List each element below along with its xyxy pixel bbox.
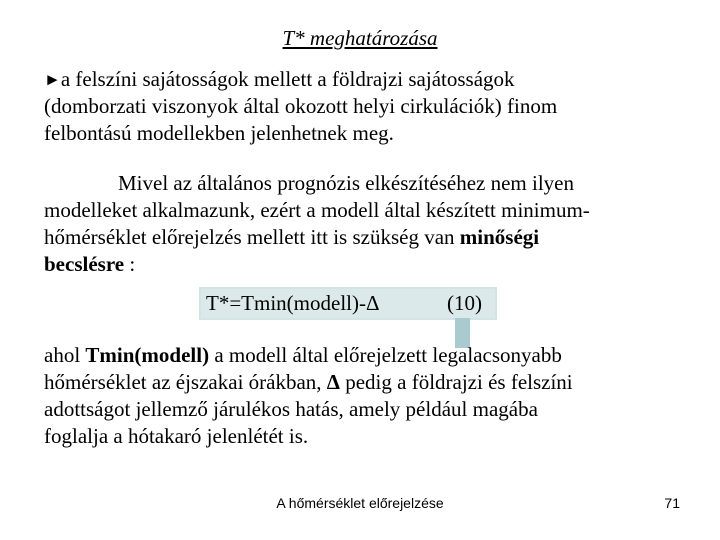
explanation-line-3: [44, 224, 684, 251]
definition-line-1: [44, 342, 684, 369]
definition-line-4: foglalja a hótakaró jelenlétét is.: [44, 424, 309, 448]
explanation-line-3-text: hőmérséklet előrejelzés mellett itt is szükség van: [44, 225, 460, 249]
bullet-line-1: [44, 66, 684, 93]
emphasis-delta: Δ: [326, 370, 340, 394]
definition-line-2-pre: hőmérséklet az éjszakai órákban,: [44, 370, 327, 394]
explanation-line-1: Mivel az általános prognózis elkészítéséhez nem ilyen: [118, 171, 575, 195]
explanation-line-2: modelleket alkalmazunk, ezért a modell által készített minimum-: [44, 198, 590, 222]
slide-title: T* meghatározása: [282, 26, 438, 50]
emphasis-minosegi: minőségi: [459, 225, 540, 249]
definition-paragraph: [44, 342, 684, 450]
emphasis-becslesre: becslésre: [44, 252, 125, 276]
formula-number: (10): [447, 291, 482, 315]
bullet-line-2: (domborzati viszonyok által okozott helyi cirkulációk) finom: [44, 94, 558, 118]
definition-line-2: [44, 369, 684, 396]
bullet-paragraph: [44, 66, 684, 147]
bullet-arrow-icon: ►: [44, 70, 61, 89]
footer-title: A hőmérséklet előrejelzése: [276, 495, 444, 511]
bullet-line-1-text: a felszíni sajátosságok mellett a földrajzi sajátosságok: [60, 67, 515, 91]
definition-line-1-pre: ahol: [44, 343, 86, 367]
definition-line-1-post: a modell által előrejelzett legalacsonyabb: [209, 343, 562, 367]
definition-line-3: adottságot jellemző járulékos hatás, amely például magába: [44, 397, 538, 421]
explanation-line-4-text: :: [124, 252, 136, 276]
explanation-paragraph: [44, 170, 684, 278]
formula-expression: T*=Tmin(modell)-Δ: [206, 291, 380, 315]
bullet-line-3: felbontású modellekben jelenhetnek meg.: [44, 121, 394, 145]
emphasis-tmin: Tmin(modell): [85, 343, 210, 367]
explanation-line-4: [44, 251, 684, 278]
page-number: 71: [664, 495, 680, 511]
definition-line-2-post: pedig a földrajzi és felszíni: [339, 370, 573, 394]
